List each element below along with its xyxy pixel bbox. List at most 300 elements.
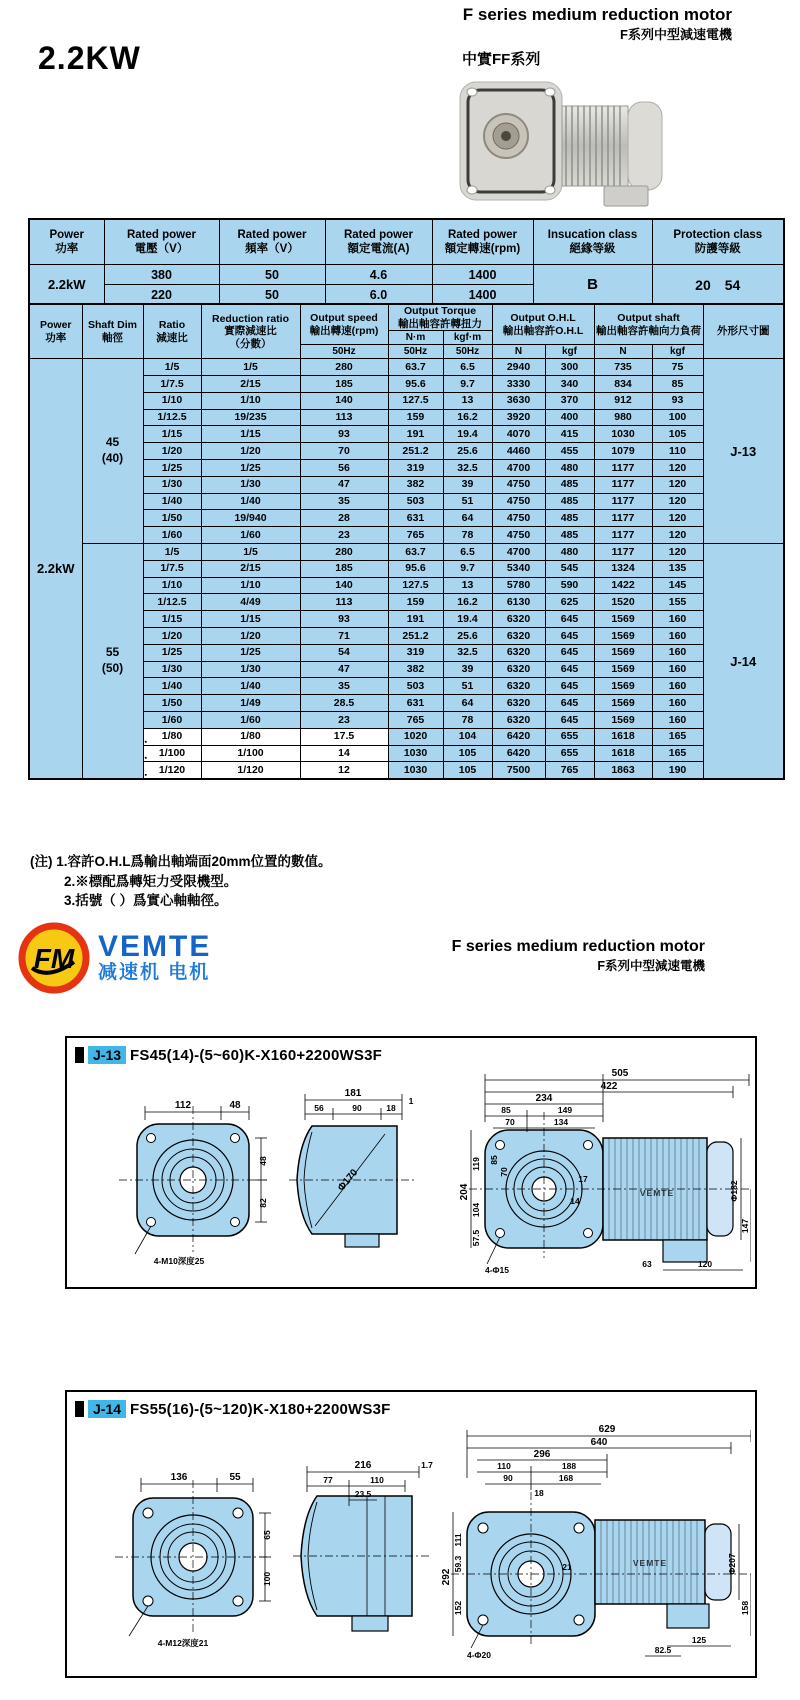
svg-text:505: 505 xyxy=(611,1068,629,1079)
shaft-load-n-cell: 1030 xyxy=(594,426,652,443)
output-speed-cell: 185 xyxy=(300,375,388,392)
shaft-load-n-cell: 1569 xyxy=(594,695,652,712)
svg-text:90: 90 xyxy=(503,1473,513,1483)
shaft-load-n-cell: 1177 xyxy=(594,493,652,510)
ohl-n-cell: 6320 xyxy=(492,611,545,628)
svg-text:4-M12深度21: 4-M12深度21 xyxy=(157,1638,209,1648)
ohl-n-cell: 6320 xyxy=(492,644,545,661)
ohl-kgf-cell: 655 xyxy=(545,728,594,745)
ohl-kgf-cell: 415 xyxy=(545,426,594,443)
table-row xyxy=(29,745,784,762)
svg-text:48: 48 xyxy=(229,1100,241,1111)
shaft-load-kgf-cell: 155 xyxy=(652,594,703,611)
reduction-ratio-cell: 2/15 xyxy=(201,560,300,577)
torque-kgfm-cell: 78 xyxy=(443,711,492,728)
shaft-load-kgf-cell: 135 xyxy=(652,560,703,577)
ohl-kgf-cell: 625 xyxy=(545,594,594,611)
svg-text:292: 292 xyxy=(441,1568,452,1586)
svg-text:55: 55 xyxy=(229,1472,241,1483)
torque-kgfm-cell: 104 xyxy=(443,728,492,745)
ohl-n-cell: 3330 xyxy=(492,375,545,392)
ohl-kgf-cell: 340 xyxy=(545,375,594,392)
drawing-box-j14 xyxy=(65,1390,757,1678)
reduction-ratio-cell: 1/30 xyxy=(201,661,300,678)
ohl-n-cell: 4750 xyxy=(492,510,545,527)
svg-text:23.5: 23.5 xyxy=(354,1489,372,1499)
ohl-n-cell: 4460 xyxy=(492,443,545,460)
col-header-ratio: Ratio 減速比 xyxy=(143,304,201,359)
table-cell: 380 xyxy=(104,265,219,285)
ratio-table-header xyxy=(29,304,784,331)
table-row xyxy=(29,527,784,544)
reduction-ratio-cell: 1/20 xyxy=(201,443,300,460)
notes-block xyxy=(30,852,332,911)
shaft-load-kgf-cell: 120 xyxy=(652,543,703,560)
dimension-drawing-ref: J-13 xyxy=(703,359,784,544)
ohl-kgf-cell: 485 xyxy=(545,510,594,527)
torque-kgfm-cell: 16.2 xyxy=(443,594,492,611)
output-speed-cell: 113 xyxy=(300,409,388,426)
ratio-cell: 1/100 ▪ xyxy=(143,745,201,762)
shaft-load-kgf-cell: 160 xyxy=(652,678,703,695)
svg-text:152: 152 xyxy=(453,1600,463,1616)
svg-text:21: 21 xyxy=(562,1562,572,1572)
ratio-cell: 1/60 xyxy=(143,711,201,728)
ohl-kgf-cell: 645 xyxy=(545,695,594,712)
limited-model-marker-icon: ▪ xyxy=(144,738,147,746)
shaft-load-kgf-cell: 165 xyxy=(652,728,703,745)
output-speed-cell: 280 xyxy=(300,543,388,560)
shaft-load-kgf-cell: 120 xyxy=(652,476,703,493)
sub-n: N xyxy=(594,345,652,359)
table-row xyxy=(29,728,784,745)
reduction-ratio-cell: 1/5 xyxy=(201,359,300,376)
output-speed-cell: 14 xyxy=(300,745,388,762)
shaft-load-n-cell: 1569 xyxy=(594,661,652,678)
col-header-torque: Output Torque 輸出軸容許轉扭力 xyxy=(388,304,492,331)
shaft-load-kgf-cell: 105 xyxy=(652,426,703,443)
shaft-load-n-cell: 980 xyxy=(594,409,652,426)
torque-kgfm-cell: 19.4 xyxy=(443,426,492,443)
ratio-cell: 1/12.5 xyxy=(143,594,201,611)
page-header-en: F series medium reduction motor xyxy=(462,5,732,24)
output-speed-cell: 28.5 xyxy=(300,695,388,712)
ratio-cell: 1/30 xyxy=(143,476,201,493)
svg-text:158: 158 xyxy=(740,1600,750,1616)
reduction-ratio-cell: 1/10 xyxy=(201,577,300,594)
shaft-load-n-cell: 1079 xyxy=(594,443,652,460)
shaft-load-kgf-cell: 120 xyxy=(652,510,703,527)
ohl-n-cell: 2940 xyxy=(492,359,545,376)
page-title: 2.2KW xyxy=(38,40,141,76)
col-header-reduction: Reduction ratio 實際減速比 （分數） xyxy=(201,304,300,359)
table-row xyxy=(29,711,784,728)
svg-text:FM: FM xyxy=(33,943,75,974)
torque-kgfm-cell: 25.6 xyxy=(443,627,492,644)
drawing-j14-graphic xyxy=(67,1420,751,1670)
shaft-load-kgf-cell: 100 xyxy=(652,409,703,426)
table-row xyxy=(29,678,784,695)
reduction-ratio-cell: 4/49 xyxy=(201,594,300,611)
reduction-ratio-cell: 1/40 xyxy=(201,493,300,510)
svg-text:77: 77 xyxy=(323,1475,333,1485)
torque-kgfm-cell: 105 xyxy=(443,745,492,762)
table-row xyxy=(29,661,784,678)
page-header-cn: F系列中型減速電機 xyxy=(620,27,732,42)
torque-kgfm-cell: 13 xyxy=(443,392,492,409)
section-header-en: F series medium reduction motor xyxy=(451,938,705,955)
svg-text:296: 296 xyxy=(533,1449,551,1460)
torque-nm-cell: 631 xyxy=(388,510,443,527)
note-line-1: (注) 1.容許O.H.L爲輸出軸端面20mm位置的數值。 xyxy=(30,854,332,869)
svg-text:149: 149 xyxy=(557,1105,573,1115)
torque-nm-cell: 95.6 xyxy=(388,560,443,577)
svg-text:85: 85 xyxy=(501,1105,511,1115)
power-value: 2.2kW xyxy=(29,265,104,306)
shaft-load-n-cell: 1618 xyxy=(594,745,652,762)
table-row xyxy=(29,560,784,577)
ohl-kgf-cell: 645 xyxy=(545,611,594,628)
output-speed-cell: 185 xyxy=(300,560,388,577)
drawing-title-j14 xyxy=(75,1400,755,1418)
svg-text:18: 18 xyxy=(534,1488,544,1498)
output-speed-cell: 113 xyxy=(300,594,388,611)
torque-nm-cell: 127.5 xyxy=(388,392,443,409)
ohl-n-cell: 5340 xyxy=(492,560,545,577)
svg-text:216: 216 xyxy=(354,1460,372,1471)
torque-nm-cell: 765 xyxy=(388,711,443,728)
svg-text:119: 119 xyxy=(471,1157,481,1171)
note-line-2: 2.※標配爲轉矩力受限機型。 xyxy=(64,873,238,889)
ohl-kgf-cell: 765 xyxy=(545,762,594,779)
ohl-n-cell: 4750 xyxy=(492,493,545,510)
drawing-tag-j13: J-13 xyxy=(88,1046,126,1064)
svg-text:70: 70 xyxy=(505,1117,515,1127)
svg-text:640: 640 xyxy=(590,1437,608,1448)
torque-nm-cell: 765 xyxy=(388,527,443,544)
shaft-load-kgf-cell: 120 xyxy=(652,493,703,510)
ohl-kgf-cell: 480 xyxy=(545,543,594,560)
col-header: Insucation class 絕緣等級 xyxy=(533,219,652,265)
torque-nm-cell: 382 xyxy=(388,476,443,493)
output-speed-cell: 140 xyxy=(300,392,388,409)
table-row xyxy=(29,476,784,493)
sub-kgf: kgf xyxy=(652,345,703,359)
table-row xyxy=(29,594,784,611)
torque-nm-cell: 95.6 xyxy=(388,375,443,392)
svg-text:112: 112 xyxy=(174,1100,192,1111)
output-speed-cell: 28 xyxy=(300,510,388,527)
reduction-ratio-cell: 1/100 xyxy=(201,745,300,762)
torque-kgfm-cell: 39 xyxy=(443,661,492,678)
torque-kgfm-cell: 9.7 xyxy=(443,375,492,392)
ohl-n-cell: 6320 xyxy=(492,661,545,678)
reduction-ratio-cell: 2/15 xyxy=(201,375,300,392)
col-header-ohl: Output O.H.L 輸出軸容許O.H.L xyxy=(492,304,594,345)
torque-nm-cell: 319 xyxy=(388,644,443,661)
sub-50hz: 50Hz xyxy=(443,345,492,359)
torque-nm-cell: 159 xyxy=(388,409,443,426)
ohl-n-cell: 6420 xyxy=(492,728,545,745)
ohl-n-cell: 6320 xyxy=(492,627,545,644)
torque-nm-cell: 63.7 xyxy=(388,543,443,560)
sub-n: N xyxy=(492,345,545,359)
reduction-ratio-cell: 1/60 xyxy=(201,527,300,544)
reduction-ratio-cell: 1/25 xyxy=(201,644,300,661)
table-row xyxy=(29,359,784,376)
col-header-power: Power 功率 xyxy=(29,304,82,359)
reduction-ratio-cell: 1/49 xyxy=(201,695,300,712)
ohl-kgf-cell: 645 xyxy=(545,627,594,644)
shaft-load-n-cell: 1422 xyxy=(594,577,652,594)
torque-kgfm-cell: 39 xyxy=(443,476,492,493)
col-header-shaft-load: Output shaft 輸出軸容許軸向力負荷 xyxy=(594,304,703,345)
ohl-n-cell: 3630 xyxy=(492,392,545,409)
ohl-kgf-cell: 645 xyxy=(545,678,594,695)
torque-nm-cell: 127.5 xyxy=(388,577,443,594)
output-speed-cell: 280 xyxy=(300,359,388,376)
ohl-kgf-cell: 590 xyxy=(545,577,594,594)
output-speed-cell: 47 xyxy=(300,476,388,493)
shaft-load-kgf-cell: 120 xyxy=(652,527,703,544)
output-speed-cell: 93 xyxy=(300,611,388,628)
shaft-load-n-cell: 912 xyxy=(594,392,652,409)
torque-kgfm-cell: 25.6 xyxy=(443,443,492,460)
table-row xyxy=(29,459,784,476)
ratio-cell: 1/50 xyxy=(143,510,201,527)
vemte-logo-icon xyxy=(18,922,90,994)
table-cell: 220 xyxy=(104,285,219,306)
ohl-kgf-cell: 485 xyxy=(545,476,594,493)
table-row xyxy=(29,510,784,527)
ohl-kgf-cell: 485 xyxy=(545,493,594,510)
ohl-kgf-cell: 455 xyxy=(545,443,594,460)
ohl-n-cell: 4700 xyxy=(492,543,545,560)
shaft-load-n-cell: 1520 xyxy=(594,594,652,611)
col-header: Rated power 電壓（V） xyxy=(104,219,219,265)
limited-model-marker-icon: ▪ xyxy=(144,772,147,780)
shaft-load-n-cell: 1177 xyxy=(594,543,652,560)
drawing-title-j13 xyxy=(75,1046,755,1064)
output-speed-cell: 70 xyxy=(300,443,388,460)
title-square-icon xyxy=(75,1401,84,1417)
ohl-n-cell: 3920 xyxy=(492,409,545,426)
svg-text:204: 204 xyxy=(459,1183,470,1201)
ratio-cell: 1/30 xyxy=(143,661,201,678)
reduction-ratio-cell: 1/5 xyxy=(201,543,300,560)
reduction-ratio-cell: 19/940 xyxy=(201,510,300,527)
col-header: Power 功率 xyxy=(29,219,104,265)
ohl-kgf-cell: 370 xyxy=(545,392,594,409)
shaft-load-n-cell: 1177 xyxy=(594,527,652,544)
reduction-ratio-cell: 1/15 xyxy=(201,611,300,628)
unit-nm: N·m xyxy=(388,331,443,345)
brand-name: VEMTE xyxy=(98,929,212,963)
shaft-load-n-cell: 1569 xyxy=(594,611,652,628)
ratio-cell: 1/7.5 xyxy=(143,560,201,577)
table-row xyxy=(29,426,784,443)
table-row xyxy=(29,543,784,560)
ratio-cell: 1/25 xyxy=(143,459,201,476)
table-cell: 4.6 xyxy=(325,265,432,285)
ohl-kgf-cell: 645 xyxy=(545,711,594,728)
table-row xyxy=(29,611,784,628)
torque-kgfm-cell: 19.4 xyxy=(443,611,492,628)
shaft-load-kgf-cell: 160 xyxy=(652,611,703,628)
shaft-load-n-cell: 1569 xyxy=(594,627,652,644)
protection-class xyxy=(652,265,784,306)
svg-text:VEMTE: VEMTE xyxy=(632,1558,668,1568)
title-square-icon xyxy=(75,1047,84,1063)
reduction-ratio-cell: 1/120 xyxy=(201,762,300,779)
shaft-load-n-cell: 1569 xyxy=(594,644,652,661)
svg-text:85: 85 xyxy=(489,1155,499,1165)
ratio-cell: 1/25 xyxy=(143,644,201,661)
output-speed-cell: 54 xyxy=(300,644,388,661)
table-cell: 6.0 xyxy=(325,285,432,306)
protection-b: 54 xyxy=(724,276,741,293)
svg-text:59.3: 59.3 xyxy=(453,1555,463,1573)
ratio-cell: 1/15 xyxy=(143,426,201,443)
ohl-n-cell: 6320 xyxy=(492,711,545,728)
ohl-n-cell: 4700 xyxy=(492,459,545,476)
dimension-drawing-ref: J-14 xyxy=(703,543,784,779)
ratio-cell: 1/12.5 xyxy=(143,409,201,426)
reduction-ratio-cell: 1/60 xyxy=(201,711,300,728)
shaft-load-n-cell: 1569 xyxy=(594,678,652,695)
svg-text:147: 147 xyxy=(740,1218,750,1234)
insulation-class: B xyxy=(533,265,652,306)
brand-block xyxy=(18,922,211,994)
sub-kgf: kgf xyxy=(545,345,594,359)
ratio-cell: 1/20 xyxy=(143,443,201,460)
svg-text:110: 110 xyxy=(497,1461,511,1471)
torque-kgfm-cell: 51 xyxy=(443,678,492,695)
shaft-load-n-cell: 834 xyxy=(594,375,652,392)
ohl-n-cell: 4070 xyxy=(492,426,545,443)
torque-kgfm-cell: 32.5 xyxy=(443,644,492,661)
power-value: 2.2kW xyxy=(29,359,82,779)
col-header: Rated power 額定電流(A) xyxy=(325,219,432,265)
reduction-ratio-cell: 19/235 xyxy=(201,409,300,426)
svg-text:17: 17 xyxy=(578,1174,588,1184)
output-speed-cell: 56 xyxy=(300,459,388,476)
svg-text:82: 82 xyxy=(258,1198,268,1208)
torque-kgfm-cell: 6.5 xyxy=(443,543,492,560)
svg-text:422: 422 xyxy=(600,1081,618,1092)
svg-text:Φ207: Φ207 xyxy=(727,1553,737,1575)
ratio-cell: 1/80 ▪ xyxy=(143,728,201,745)
table-cell: 50 xyxy=(219,265,325,285)
svg-text:629: 629 xyxy=(598,1424,616,1435)
svg-text:168: 168 xyxy=(558,1473,574,1483)
output-speed-cell: 93 xyxy=(300,426,388,443)
ohl-kgf-cell: 485 xyxy=(545,527,594,544)
ratio-table xyxy=(28,303,785,780)
col-header-shaft: Shaft Dim 軸徑 xyxy=(82,304,143,359)
shaft-load-kgf-cell: 160 xyxy=(652,627,703,644)
unit-kgfm: kgf·m xyxy=(443,331,492,345)
svg-text:136: 136 xyxy=(170,1472,188,1483)
torque-nm-cell: 251.2 xyxy=(388,627,443,644)
col-header-dim-ref: 外形尺寸圖 xyxy=(703,304,784,359)
ohl-kgf-cell: 300 xyxy=(545,359,594,376)
torque-kgfm-cell: 51 xyxy=(443,493,492,510)
torque-kgfm-cell: 64 xyxy=(443,510,492,527)
table-row xyxy=(29,265,784,285)
table-cell: 50 xyxy=(219,285,325,306)
drawing-j13-graphic xyxy=(67,1066,751,1280)
product-photo xyxy=(458,78,668,213)
torque-kgfm-cell: 6.5 xyxy=(443,359,492,376)
col-header: Rated power 頻率（V） xyxy=(219,219,325,265)
shaft-load-n-cell: 1863 xyxy=(594,762,652,779)
ratio-table-body xyxy=(29,359,784,779)
table-row xyxy=(29,695,784,712)
shaft-load-kgf-cell: 75 xyxy=(652,359,703,376)
ohl-kgf-cell: 645 xyxy=(545,661,594,678)
output-speed-cell: 17.5 xyxy=(300,728,388,745)
svg-text:Φ170: Φ170 xyxy=(335,1167,361,1194)
torque-kgfm-cell: 16.2 xyxy=(443,409,492,426)
table-row xyxy=(29,627,784,644)
svg-text:4-Φ20: 4-Φ20 xyxy=(467,1650,491,1660)
ratio-cell: 1/7.5 xyxy=(143,375,201,392)
reduction-ratio-cell: 1/80 xyxy=(201,728,300,745)
shaft-dim-cell: 45 (40) xyxy=(82,359,143,544)
torque-nm-cell: 319 xyxy=(388,459,443,476)
svg-text:82.5: 82.5 xyxy=(654,1645,672,1655)
ratio-cell: 1/5 xyxy=(143,543,201,560)
table-row xyxy=(29,644,784,661)
torque-nm-cell: 631 xyxy=(388,695,443,712)
torque-nm-cell: 1030 xyxy=(388,762,443,779)
drawing-model-j13: FS45(14)-(5~60)K-X160+2200WS3F xyxy=(130,1046,382,1064)
reduction-ratio-cell: 1/25 xyxy=(201,459,300,476)
shaft-load-kgf-cell: 110 xyxy=(652,443,703,460)
table-cell: 1400 xyxy=(432,265,533,285)
svg-text:181: 181 xyxy=(344,1088,362,1099)
ratio-cell: 1/20 xyxy=(143,627,201,644)
ohl-n-cell: 6130 xyxy=(492,594,545,611)
output-speed-cell: 35 xyxy=(300,493,388,510)
col-header-speed: Output speed 輸出轉速(rpm) xyxy=(300,304,388,345)
torque-nm-cell: 503 xyxy=(388,678,443,695)
table-row xyxy=(29,762,784,779)
svg-text:111: 111 xyxy=(453,1533,463,1547)
torque-nm-cell: 1030 xyxy=(388,745,443,762)
output-speed-cell: 71 xyxy=(300,627,388,644)
shaft-load-kgf-cell: 160 xyxy=(652,661,703,678)
shaft-load-kgf-cell: 85 xyxy=(652,375,703,392)
shaft-load-kgf-cell: 160 xyxy=(652,711,703,728)
section-header-cn: F系列中型減速電機 xyxy=(597,959,705,973)
svg-text:234: 234 xyxy=(535,1093,553,1104)
table-row xyxy=(29,493,784,510)
ohl-kgf-cell: 400 xyxy=(545,409,594,426)
svg-text:56: 56 xyxy=(314,1103,324,1113)
output-speed-cell: 23 xyxy=(300,711,388,728)
protection-a: 20 xyxy=(695,276,711,293)
shaft-load-kgf-cell: 160 xyxy=(652,644,703,661)
motor-photo-graphic xyxy=(458,78,668,208)
svg-text:100: 100 xyxy=(262,1571,272,1587)
ratio-cell: 1/5 xyxy=(143,359,201,376)
ratio-cell: 1/15 xyxy=(143,611,201,628)
svg-text:63: 63 xyxy=(642,1259,652,1269)
torque-nm-cell: 1020 xyxy=(388,728,443,745)
shaft-load-n-cell: 1177 xyxy=(594,510,652,527)
